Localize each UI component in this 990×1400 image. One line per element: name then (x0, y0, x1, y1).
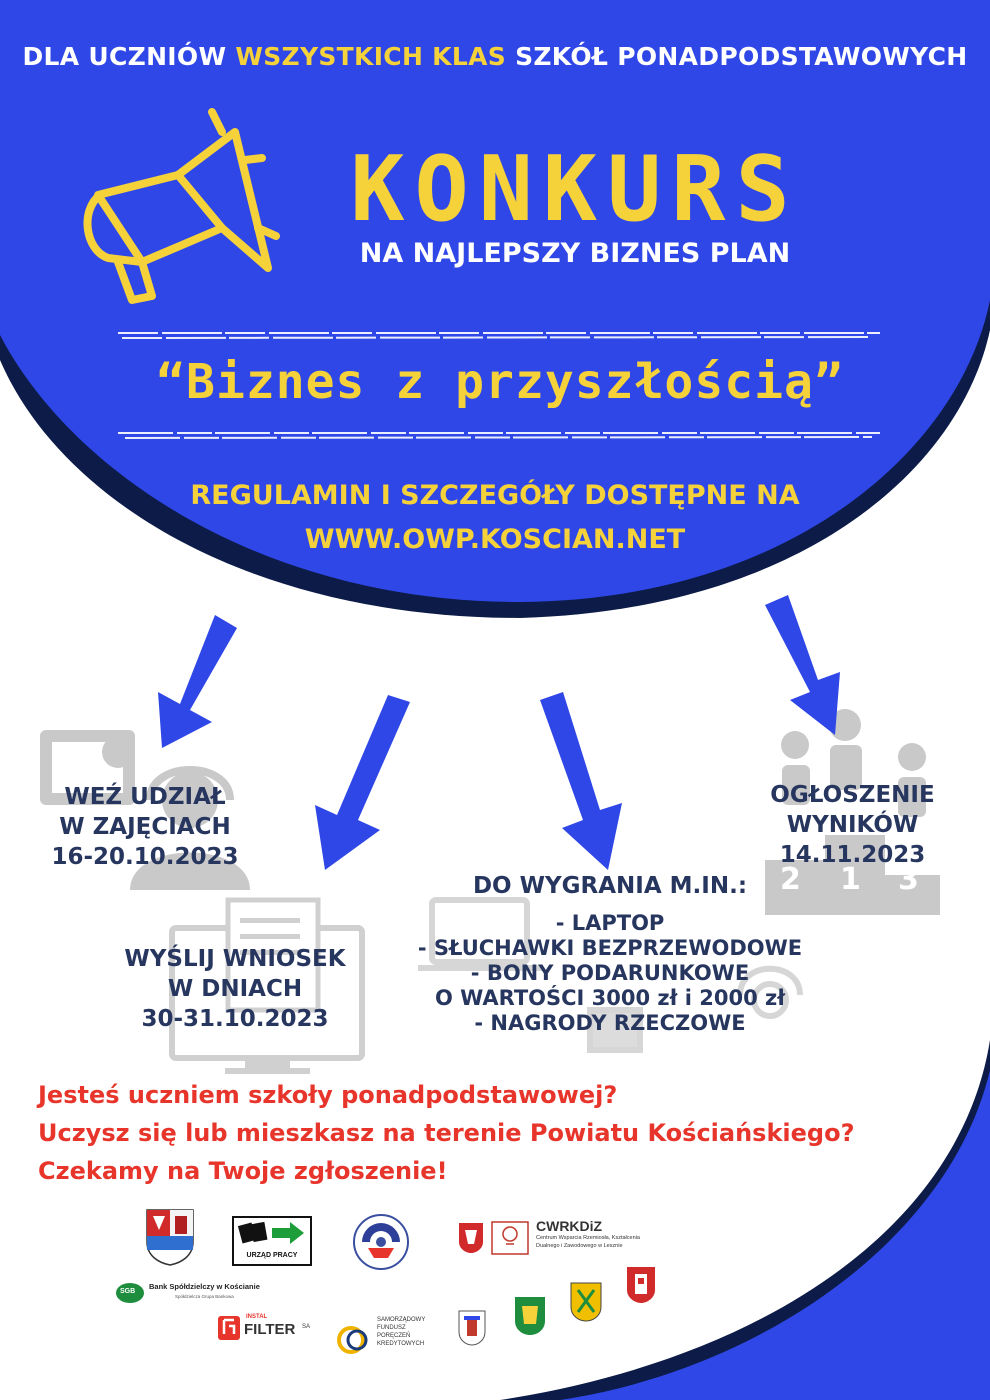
fund-line-4: KREDYTOWYCH (377, 1341, 425, 1347)
step-results (745, 780, 960, 870)
call-to-action (38, 1076, 958, 1190)
arrow-down-icon (158, 595, 840, 870)
cta-line-2: Uczysz się lub mieszkasz na terenie Powiatu Kościańskiego? (38, 1119, 855, 1147)
gmina-crest-3-logo (570, 1282, 602, 1322)
fund-line-2: FUNDUSZ (377, 1325, 406, 1331)
fund-line-3: PORĘCZEŃ (377, 1333, 411, 1339)
cwrkdiz-logo (490, 1218, 660, 1258)
step-classes-line2: W ZAJĘCIACH (59, 814, 231, 840)
gmina-crest-2-logo (514, 1296, 546, 1336)
prize-item: - NAGRODY RZECZOWE (474, 1011, 746, 1035)
cwrkdiz-desc-1: Centrum Wsparcia Rzemiosła, Kształcenia (536, 1235, 640, 1241)
owp-association-logo (348, 1212, 414, 1272)
instal-filter-logo (218, 1314, 328, 1344)
fund-line-1: SAMORZĄDOWY (377, 1317, 426, 1323)
prize-item: - LAPTOP (555, 911, 665, 935)
podium-digit-3: 3 (898, 862, 919, 897)
powiat-koscianski-crest-logo (145, 1208, 195, 1266)
wielkopolska-eagle-logo (458, 1222, 484, 1254)
prize-item: O WARTOŚCI 3000 zł i 2000 zł (434, 986, 786, 1010)
prize-item: - SŁUCHAWKI BEZPRZEWODOWE (417, 936, 803, 960)
gmina-crest-1-logo (458, 1310, 486, 1346)
step-results-date: 14.11.2023 (779, 842, 926, 868)
step-classes-line1: WEŹ UDZIAŁ (64, 784, 226, 810)
contest-slogan: “Biznes z przyszłością” (156, 354, 844, 410)
step-application (100, 944, 370, 1034)
urzad-pracy-logo (232, 1216, 312, 1266)
cta-line-1: Jesteś uczniem szkoły ponadpodstawowej? (38, 1081, 618, 1109)
gmina-crest-4-logo (626, 1266, 656, 1304)
step-application-line2: W DNIACH (167, 976, 303, 1002)
prizes-section (400, 874, 820, 1036)
step-results-line1: OGŁOSZENIE (770, 782, 935, 808)
cta-line-3: Czekamy na Twoje zgłoszenie! (38, 1157, 448, 1185)
podium-digit-1: 1 (840, 862, 861, 897)
cwrkdiz-name: CWRKDiZ (536, 1218, 603, 1234)
fundusz-poreczen-logo (335, 1314, 435, 1366)
rules-info: REGULAMIN I SZCZEGÓŁY DOSTĘPNE NA (190, 480, 800, 511)
contest-title: KONKURS (350, 137, 800, 242)
bank-spoldzielczy-logo (115, 1280, 315, 1306)
step-application-line1: WYŚLIJ WNIOSEK (124, 946, 346, 972)
filter-sa-label: SA (302, 1324, 311, 1330)
bank-group: Spółdzielcza Grupa Bankowa (175, 1294, 234, 1299)
header-part-2: WSZYSTKICH KLAS (235, 42, 507, 71)
podium-digit-2: 2 (780, 862, 801, 897)
sgb-label: SGB (120, 1288, 136, 1295)
bank-name: Bank Spółdzielczy w Kościanie (149, 1282, 260, 1291)
step-classes (30, 782, 260, 872)
target-audience-heading (0, 42, 990, 71)
contest-subtitle: NA NAJLEPSZY BIZNES PLAN (359, 238, 791, 269)
step-classes-date: 16-20.10.2023 (51, 844, 239, 870)
step-results-line2: WYNIKÓW (786, 812, 919, 838)
urzad-pracy-label: URZĄD PRACY (246, 1252, 298, 1259)
cwrkdiz-desc-2: Dualnego i Zawodowego w Lesznie (536, 1243, 623, 1249)
filter-label: FILTER (244, 1321, 296, 1338)
header-part-3: SZKÓŁ PONADPODSTAWOWYCH (515, 42, 968, 71)
rules-url-link[interactable]: WWW.OWP.KOSCIAN.NET (304, 524, 686, 555)
prizes-heading: DO WYGRANIA M.IN.: (472, 873, 748, 899)
header-part-1: DLA UCZNIÓW (22, 42, 227, 71)
step-application-date: 30-31.10.2023 (141, 1006, 329, 1032)
prize-item: - BONY PODARUNKOWE (470, 961, 750, 985)
instal-label: INSTAL (246, 1314, 268, 1320)
